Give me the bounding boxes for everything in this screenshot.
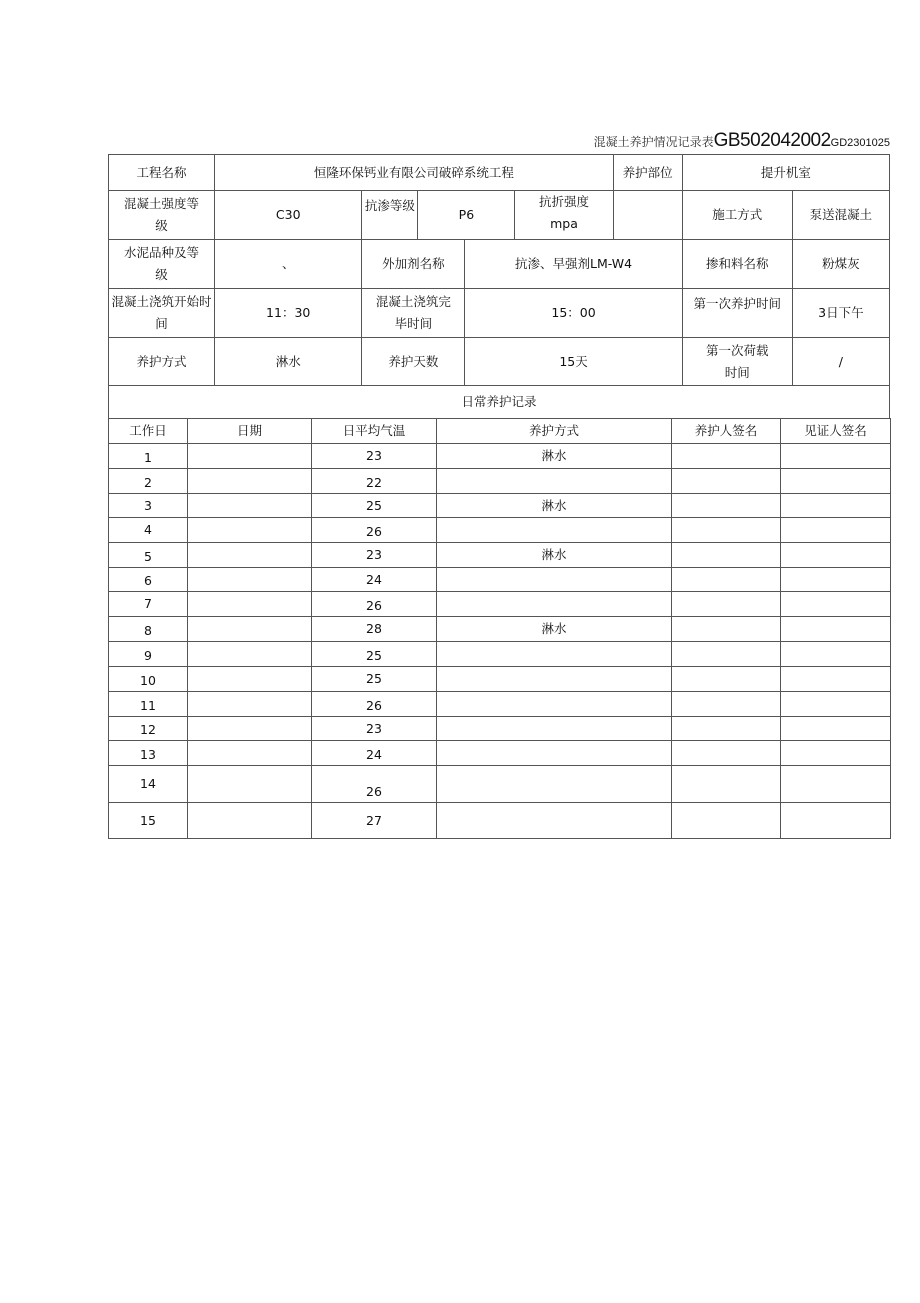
construction-method-value: 泵送混凝土: [792, 191, 889, 240]
form-code: GD2301025: [830, 137, 890, 149]
pour-start-label: 混凝土浇筑开始时间: [109, 289, 215, 338]
curer-signature-cell: [672, 518, 781, 543]
curing-method-cell: 淋水: [437, 543, 672, 568]
curer-signature-cell: [672, 469, 781, 494]
witness-signature-cell: [781, 803, 891, 839]
curing-method-value: 淋水: [215, 338, 362, 386]
curing-method-cell: [437, 518, 672, 543]
witness-signature-cell: [781, 717, 891, 741]
pour-end-label: 混凝土浇筑完毕时间: [362, 289, 465, 338]
curer-signature-cell: [672, 543, 781, 568]
workday-cell: 1: [109, 444, 188, 469]
col-header-date: 日期: [188, 419, 312, 444]
workday-cell: 15: [109, 803, 188, 839]
daily-header-row: [109, 419, 891, 444]
curing-location-value: 提升机室: [682, 155, 889, 191]
curing-method-cell: [437, 469, 672, 494]
date-cell: [188, 617, 312, 642]
avg-temp-cell: 23: [312, 444, 437, 469]
table-row: [109, 642, 891, 667]
curer-signature-cell: [672, 642, 781, 667]
project-name-value: 恒隆环保钙业有限公司破碎系统工程: [215, 155, 613, 191]
curer-signature-cell: [672, 444, 781, 469]
standard-number: GB502042002: [713, 130, 831, 151]
date-cell: [188, 642, 312, 667]
workday-cell: 7: [109, 592, 188, 617]
curer-signature-cell: [672, 803, 781, 839]
daily-section-title: 日常养护记录: [109, 386, 890, 419]
workday-cell: 6: [109, 568, 188, 592]
curing-method-cell: 淋水: [437, 494, 672, 518]
date-cell: [188, 518, 312, 543]
workday-cell: 12: [109, 717, 188, 741]
witness-signature-cell: [781, 617, 891, 642]
daily-curing-table: [108, 418, 891, 839]
table-row: [109, 692, 891, 717]
table-row: [109, 568, 891, 592]
mineral-admixture-label: 掺和料名称: [682, 240, 792, 289]
table-row: [109, 766, 891, 803]
table-row: [109, 592, 891, 617]
impermeability-value: P6: [418, 191, 515, 240]
curer-signature-cell: [672, 741, 781, 766]
workday-cell: 2: [109, 469, 188, 494]
curing-method-cell: [437, 766, 672, 803]
curing-location-label: 养护部位: [613, 155, 682, 191]
date-cell: [188, 803, 312, 839]
witness-signature-cell: [781, 741, 891, 766]
witness-signature-cell: [781, 518, 891, 543]
avg-temp-cell: 23: [312, 717, 437, 741]
avg-temp-cell: 24: [312, 568, 437, 592]
table-row: [109, 667, 891, 692]
strength-grade-label: 混凝土强度等级: [109, 191, 215, 240]
curer-signature-cell: [672, 494, 781, 518]
date-cell: [188, 717, 312, 741]
table-row: [109, 469, 891, 494]
avg-temp-cell: 24: [312, 741, 437, 766]
table-row: [109, 741, 891, 766]
witness-signature-cell: [781, 667, 891, 692]
cement-label: 水泥品种及等级: [109, 240, 215, 289]
curer-signature-cell: [672, 568, 781, 592]
construction-method-label: 施工方式: [682, 191, 792, 240]
date-cell: [188, 494, 312, 518]
date-cell: [188, 766, 312, 803]
workday-cell: 4: [109, 518, 188, 543]
workday-cell: 5: [109, 543, 188, 568]
date-cell: [188, 469, 312, 494]
impermeability-label: 抗渗等级: [362, 191, 418, 240]
strength-grade-value: C30: [215, 191, 362, 240]
date-cell: [188, 667, 312, 692]
curing-method-label: 养护方式: [109, 338, 215, 386]
flexural-strength-value: [613, 191, 682, 240]
curing-method-cell: 淋水: [437, 617, 672, 642]
curing-days-label: 养护天数: [362, 338, 465, 386]
col-header-curing-method: 养护方式: [437, 419, 672, 444]
first-curing-label: 第一次养护时间: [682, 289, 792, 338]
witness-signature-cell: [781, 568, 891, 592]
witness-signature-cell: [781, 444, 891, 469]
curer-signature-cell: [672, 592, 781, 617]
avg-temp-cell: 22: [312, 469, 437, 494]
table-row: [109, 617, 891, 642]
cement-value: 、: [215, 240, 362, 289]
witness-signature-cell: [781, 469, 891, 494]
avg-temp-cell: 25: [312, 494, 437, 518]
table-row: [109, 444, 891, 469]
admixture-value: 抗渗、早强剂LM-W4: [465, 240, 682, 289]
avg-temp-cell: 23: [312, 543, 437, 568]
curer-signature-cell: [672, 766, 781, 803]
avg-temp-cell: 28: [312, 617, 437, 642]
first-load-value: /: [792, 338, 889, 386]
avg-temp-cell: 26: [312, 592, 437, 617]
witness-signature-cell: [781, 592, 891, 617]
project-name-label: 工程名称: [109, 155, 215, 191]
workday-cell: 10: [109, 667, 188, 692]
workday-cell: 8: [109, 617, 188, 642]
table-row: [109, 518, 891, 543]
first-load-label: 第一次荷载时间: [682, 338, 792, 386]
table-row: [109, 494, 891, 518]
witness-signature-cell: [781, 543, 891, 568]
avg-temp-cell: 25: [312, 642, 437, 667]
curing-method-cell: [437, 592, 672, 617]
workday-cell: 9: [109, 642, 188, 667]
form-title: [108, 130, 890, 154]
avg-temp-cell: 27: [312, 803, 437, 839]
workday-cell: 14: [109, 766, 188, 803]
witness-signature-cell: [781, 642, 891, 667]
table-row: [109, 717, 891, 741]
curing-method-cell: [437, 692, 672, 717]
avg-temp-cell: 26: [312, 766, 437, 803]
col-header-workday: 工作日: [109, 419, 188, 444]
avg-temp-cell: 25: [312, 667, 437, 692]
pour-start-value: 11：30: [215, 289, 362, 338]
date-cell: [188, 592, 312, 617]
first-curing-value: 3日下午: [792, 289, 889, 338]
date-cell: [188, 692, 312, 717]
col-header-avg-temp: 日平均气温: [312, 419, 437, 444]
witness-signature-cell: [781, 766, 891, 803]
workday-cell: 3: [109, 494, 188, 518]
curing-method-cell: [437, 717, 672, 741]
avg-temp-cell: 26: [312, 518, 437, 543]
curing-days-value: 15天: [465, 338, 682, 386]
curing-method-cell: [437, 568, 672, 592]
workday-cell: 13: [109, 741, 188, 766]
table-row: [109, 803, 891, 839]
admixture-label: 外加剂名称: [362, 240, 465, 289]
flexural-strength-label: 抗折强度mpa: [515, 191, 613, 240]
curing-method-cell: [437, 741, 672, 766]
curer-signature-cell: [672, 617, 781, 642]
table-row: [109, 543, 891, 568]
curing-method-cell: [437, 642, 672, 667]
col-header-witness-signature: 见证人签名: [781, 419, 891, 444]
curer-signature-cell: [672, 667, 781, 692]
curing-method-cell: 淋水: [437, 444, 672, 469]
curing-method-cell: [437, 667, 672, 692]
date-cell: [188, 568, 312, 592]
avg-temp-cell: 26: [312, 692, 437, 717]
workday-cell: 11: [109, 692, 188, 717]
pour-end-value: 15：00: [465, 289, 682, 338]
curer-signature-cell: [672, 692, 781, 717]
curing-method-cell: [437, 803, 672, 839]
mineral-admixture-value: 粉煤灰: [792, 240, 889, 289]
form-title-text: 混凝土养护情况记录表: [593, 135, 714, 149]
curer-signature-cell: [672, 717, 781, 741]
date-cell: [188, 444, 312, 469]
date-cell: [188, 543, 312, 568]
col-header-curer-signature: 养护人签名: [672, 419, 781, 444]
witness-signature-cell: [781, 494, 891, 518]
date-cell: [188, 741, 312, 766]
witness-signature-cell: [781, 692, 891, 717]
project-info-table: [108, 154, 890, 419]
